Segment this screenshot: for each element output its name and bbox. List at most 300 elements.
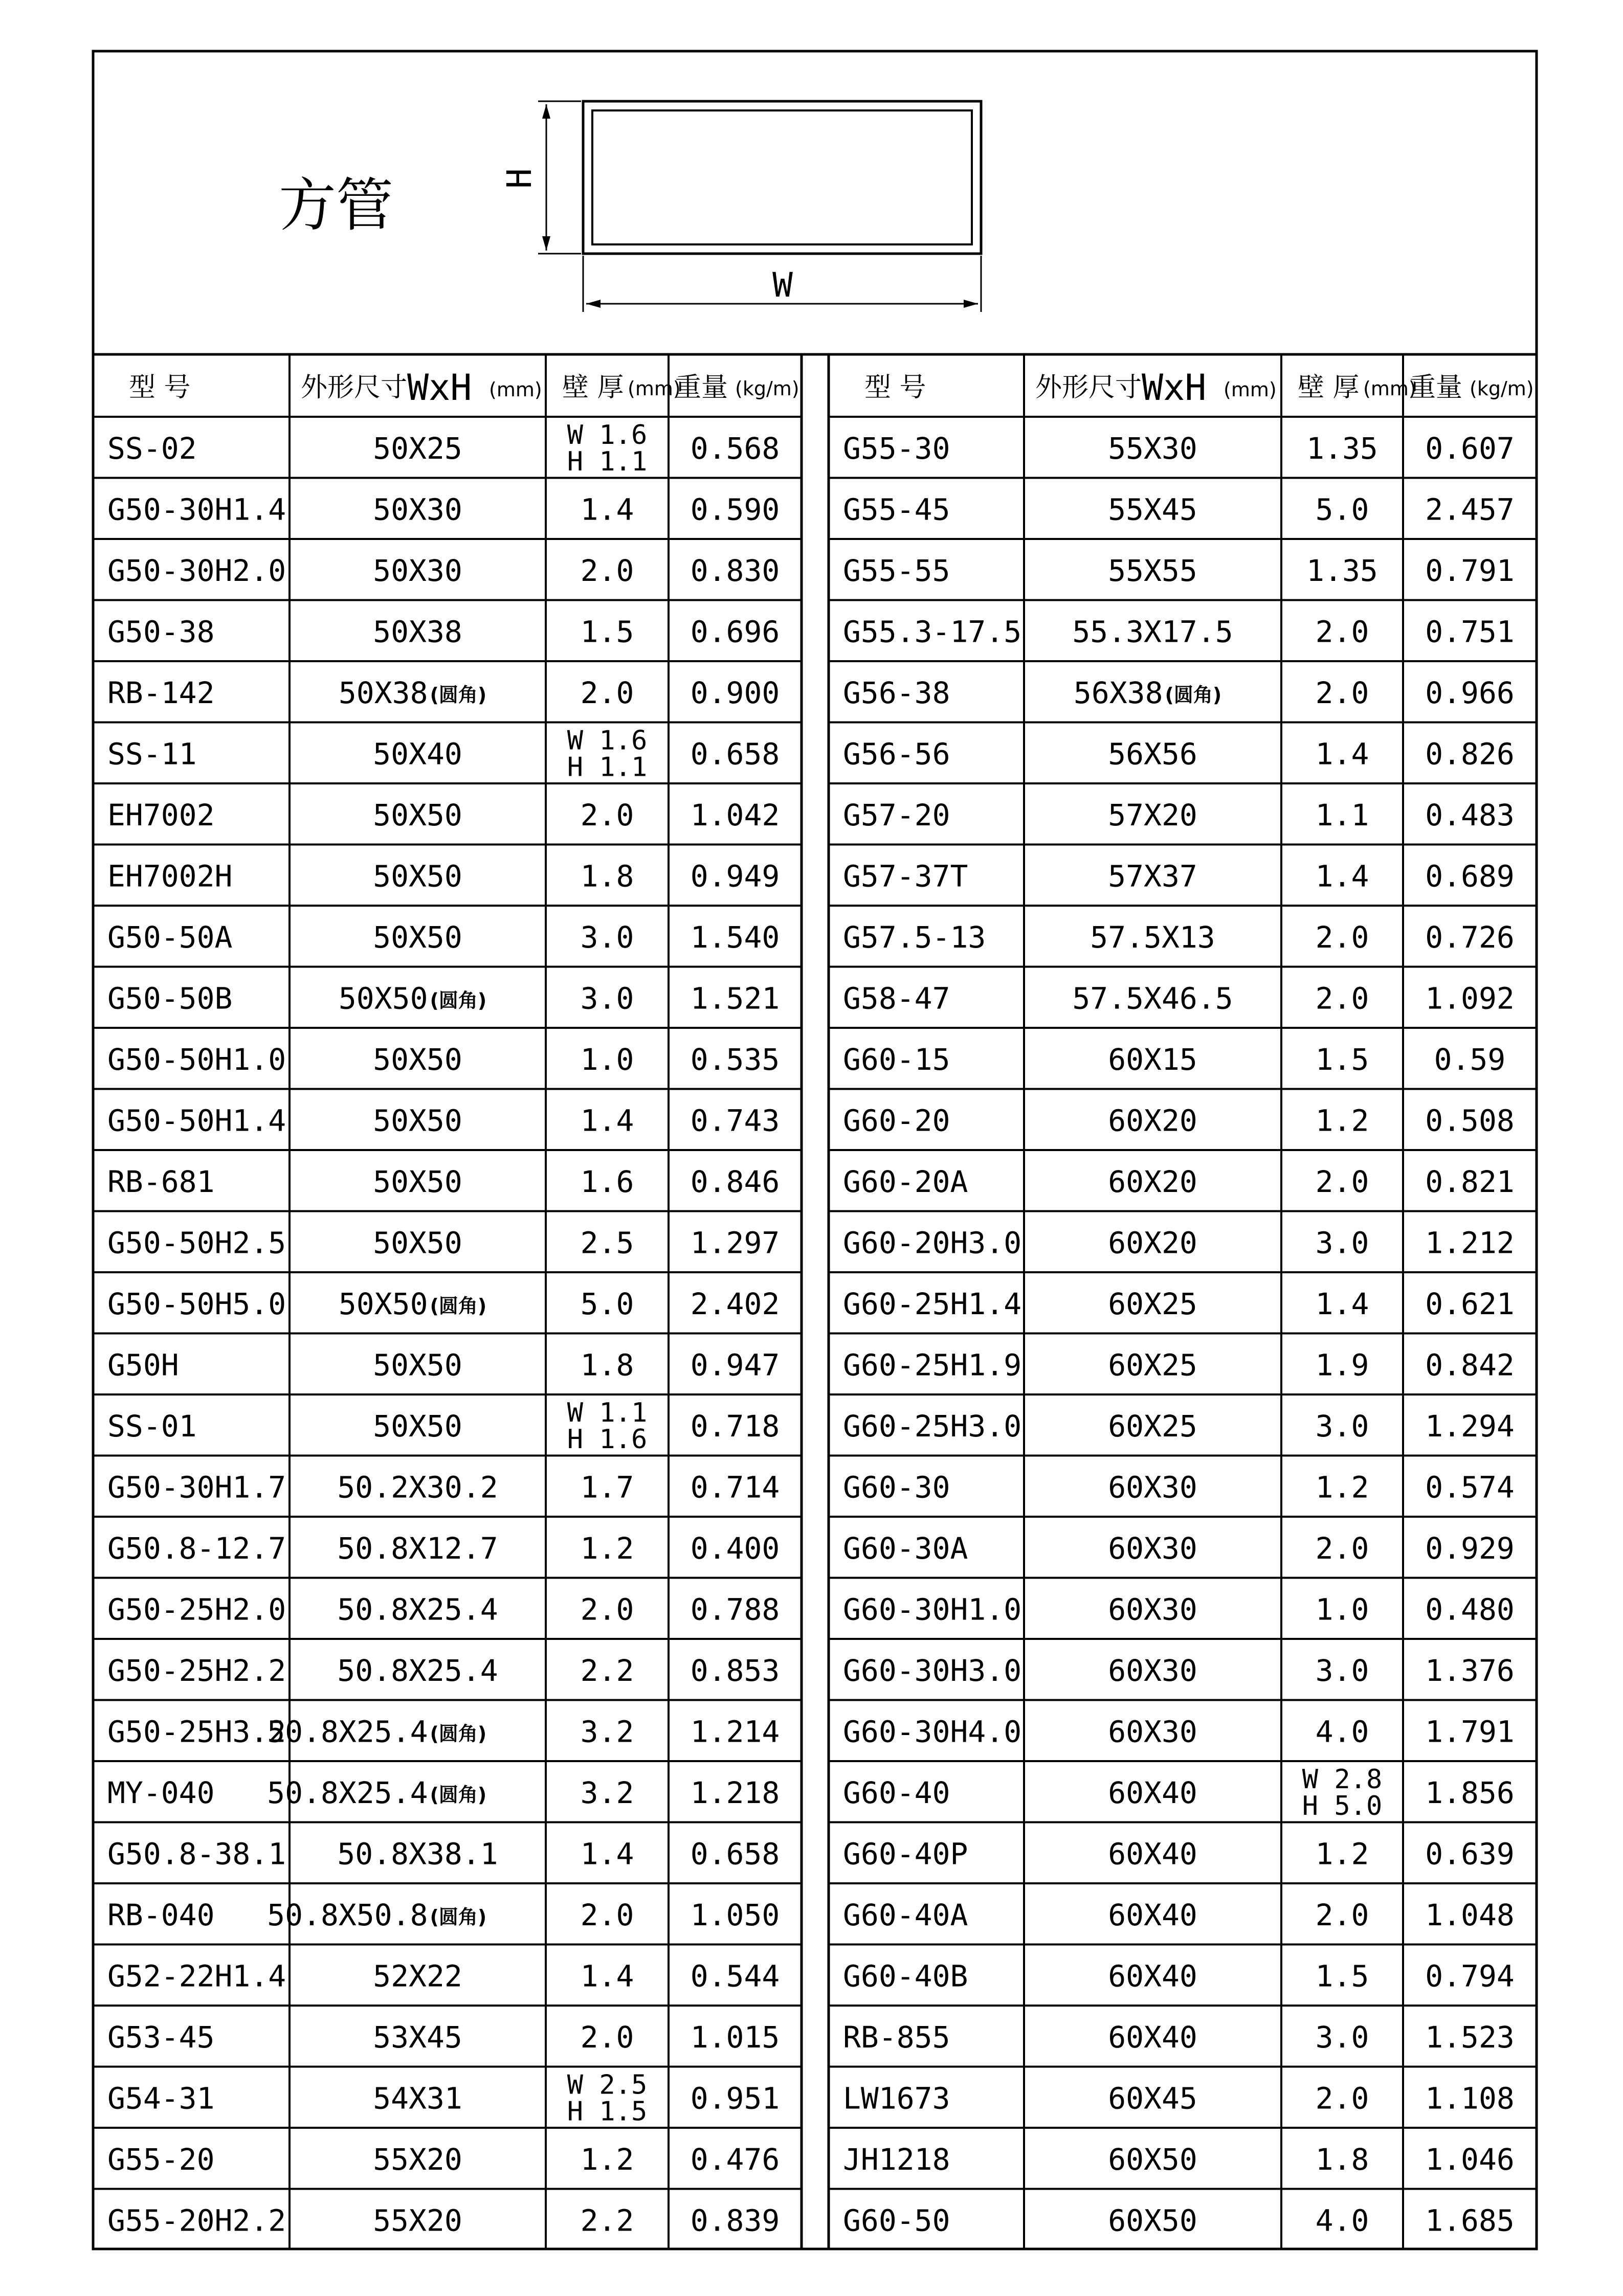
- table-row: [107, 1103, 780, 1138]
- weight-cell: 0.821: [1425, 1164, 1515, 1199]
- wall-cell: 4.0: [1315, 1714, 1369, 1749]
- weight-cell: 1.046: [1425, 2142, 1515, 2177]
- model-cell: G50-50B: [107, 981, 233, 1016]
- table-row: [107, 2020, 780, 2055]
- model-cell: RB-040: [107, 1897, 215, 1932]
- model-cell: G50-25H2.0: [107, 1592, 286, 1627]
- model-cell: G55-20: [107, 2142, 215, 2177]
- wall-cell: 1.8: [1315, 2142, 1369, 2177]
- size-cell: 60X30: [1108, 1530, 1197, 1566]
- wall-cell: 1.2: [1315, 1470, 1369, 1505]
- weight-cell: 0.480: [1425, 1592, 1515, 1627]
- model-cell: G58-47: [843, 981, 950, 1016]
- weight-cell: 0.826: [1425, 736, 1515, 772]
- size-cell: 60X30: [1108, 1714, 1197, 1749]
- model-cell: G50H: [107, 1347, 179, 1383]
- table-row: [843, 798, 1515, 832]
- table-row: [843, 2020, 1515, 2055]
- rounded-corner-note: (圆角): [430, 1722, 487, 1745]
- model-cell: G60-20H3.0: [843, 1225, 1022, 1260]
- weight-cell: 1.521: [690, 981, 780, 1016]
- column-header-model: 型 号: [864, 372, 926, 403]
- model-cell: SS-01: [107, 1408, 197, 1444]
- column-header-size-main: WxH: [1142, 367, 1207, 409]
- wall-w-cell: W 2.5: [567, 2069, 648, 2101]
- height-dimension-label: H: [500, 168, 540, 189]
- size-cell: 60X50: [1108, 2203, 1197, 2238]
- weight-cell: 1.376: [1425, 1653, 1515, 1688]
- wall-cell: 1.2: [1315, 1103, 1369, 1138]
- model-cell: G60-20A: [843, 1164, 968, 1199]
- wall-cell: 1.4: [1315, 1286, 1369, 1321]
- table-row: [107, 1531, 780, 1566]
- table-row: [843, 1409, 1515, 1444]
- model-cell: G55.3-17.5: [843, 614, 1022, 649]
- size-cell: 56X56: [1108, 736, 1197, 772]
- wall-cell: 3.0: [1315, 1408, 1369, 1444]
- weight-cell: 1.050: [690, 1897, 780, 1932]
- weight-cell: 0.639: [1425, 1836, 1515, 1872]
- size-cell: 60X25: [1108, 1408, 1197, 1444]
- tube-cross-section-diagram: [500, 101, 981, 312]
- weight-cell: 0.483: [1425, 797, 1515, 832]
- table-row: [107, 1287, 780, 1321]
- table-row: [843, 1225, 1515, 1260]
- rounded-corner-note: (圆角): [430, 1294, 487, 1317]
- table-row: [107, 1653, 780, 1688]
- wall-h-cell: H 1.5: [567, 2096, 648, 2127]
- table-row: [843, 1287, 1515, 1321]
- wall-cell: 1.0: [1315, 1592, 1369, 1627]
- model-cell: LW1673: [843, 2081, 950, 2116]
- table-row: [843, 981, 1515, 1016]
- weight-cell: 0.846: [690, 1164, 780, 1199]
- table-row: [843, 1959, 1515, 1993]
- model-cell: RB-142: [107, 675, 215, 710]
- model-cell: G50-30H1.4: [107, 492, 286, 527]
- weight-cell: 0.689: [1425, 859, 1515, 894]
- wall-cell: 2.0: [1315, 1530, 1369, 1566]
- table-row: [107, 1398, 780, 1455]
- model-cell: G50-50H5.0: [107, 1286, 286, 1321]
- model-cell: G50-30H2.0: [107, 553, 286, 588]
- column-header-model: 型 号: [129, 372, 191, 403]
- weight-cell: 2.457: [1425, 492, 1515, 527]
- weight-cell: 0.951: [690, 2081, 780, 2116]
- size-cell: 50X38: [373, 614, 462, 649]
- size-cell: 55X55: [1108, 553, 1197, 588]
- size-cell: 60X25: [1108, 1286, 1197, 1321]
- tube-outer-outline: [583, 101, 981, 254]
- weight-cell: 1.540: [690, 919, 780, 955]
- model-cell: G56-56: [843, 736, 950, 772]
- wall-cell: 1.7: [580, 1470, 634, 1505]
- size-cell: 54X31: [373, 2081, 462, 2116]
- wall-cell: 2.0: [1315, 981, 1369, 1016]
- rounded-corner-note: (圆角): [430, 1783, 487, 1806]
- model-cell: G60-20: [843, 1103, 950, 1138]
- model-cell: G60-30A: [843, 1530, 968, 1566]
- wall-h-cell: H 1.1: [567, 446, 648, 477]
- weight-cell: 1.791: [1425, 1714, 1515, 1749]
- column-header-size: 外形尺寸: [1035, 372, 1142, 403]
- tube-inner-outline: [592, 110, 972, 244]
- size-cell: 50.8X25.4: [337, 1592, 498, 1627]
- table-row: [107, 1898, 780, 1932]
- table-row: [843, 2203, 1515, 2238]
- weight-cell: 0.966: [1425, 675, 1515, 710]
- column-header-size-main: WxH: [407, 367, 472, 409]
- model-cell: G52-22H1.4: [107, 1959, 286, 1994]
- size-cell: 60X30: [1108, 1470, 1197, 1505]
- column-header-size-unit: (mm): [489, 378, 542, 401]
- left-table: [93, 354, 802, 2249]
- wall-w-cell: W 1.1: [567, 1397, 648, 1428]
- model-cell: G60-25H1.9: [843, 1347, 1022, 1383]
- weight-cell: 1.015: [690, 2019, 780, 2055]
- size-cell: 60X40: [1108, 1836, 1197, 1872]
- size-cell: 50X50: [373, 1347, 462, 1383]
- left-table-header: [129, 367, 799, 409]
- table-row: [107, 492, 780, 527]
- size-cell: 55X45: [1108, 492, 1197, 527]
- model-cell: G60-25H1.4: [843, 1286, 1022, 1321]
- size-cell: 50X40: [373, 736, 462, 772]
- size-cell: 50X50: [338, 1286, 428, 1321]
- weight-cell: 0.658: [690, 1836, 780, 1872]
- wall-cell: 2.0: [1315, 614, 1369, 649]
- table-row: [843, 1836, 1515, 1871]
- table-row: [107, 420, 780, 477]
- weight-cell: 1.048: [1425, 1897, 1515, 1932]
- size-cell: 55X30: [1108, 431, 1197, 466]
- weight-cell: 0.929: [1425, 1530, 1515, 1566]
- weight-cell: 0.788: [690, 1592, 780, 1627]
- size-cell: 50X50: [373, 1042, 462, 1077]
- wall-cell: 4.0: [1315, 2203, 1369, 2238]
- wall-cell: 1.35: [1306, 553, 1378, 588]
- page-title: 方管: [279, 172, 393, 239]
- model-cell: G50-25H2.2: [107, 1653, 286, 1688]
- model-cell: G57.5-13: [843, 919, 986, 955]
- size-cell: 50X50: [373, 1225, 462, 1260]
- wall-cell: 1.2: [580, 2142, 634, 2177]
- model-cell: G57-20: [843, 797, 950, 832]
- wall-cell: 1.2: [1315, 1836, 1369, 1872]
- model-cell: G60-30H4.0: [843, 1714, 1022, 1749]
- table-row: [107, 1347, 780, 1382]
- size-cell: 60X40: [1108, 1897, 1197, 1932]
- model-cell: G54-31: [107, 2081, 215, 2116]
- wall-cell: 5.0: [580, 1286, 634, 1321]
- wall-cell: 1.5: [1315, 1959, 1369, 1994]
- weight-cell: 0.621: [1425, 1286, 1515, 1321]
- model-cell: G60-40B: [843, 1959, 968, 1994]
- weight-cell: 2.402: [690, 1286, 780, 1321]
- table-row: [107, 1470, 780, 1504]
- table-row: [843, 1103, 1515, 1138]
- weight-cell: 1.214: [690, 1714, 780, 1749]
- table-row: [843, 736, 1515, 771]
- size-cell: 60X20: [1108, 1103, 1197, 1138]
- wall-w-cell: W 1.6: [567, 725, 648, 756]
- model-cell: G60-30: [843, 1470, 950, 1505]
- table-row: [107, 1042, 780, 1077]
- wall-cell: 1.35: [1306, 431, 1378, 466]
- size-cell: 57X20: [1108, 797, 1197, 832]
- table-row: [107, 2203, 780, 2238]
- wall-cell: 2.0: [1315, 675, 1369, 710]
- size-cell: 55X20: [373, 2142, 462, 2177]
- rounded-corner-note: (圆角): [430, 683, 487, 706]
- column-header-weight-unit: (kg/m): [735, 377, 799, 400]
- weight-cell: 1.685: [1425, 2203, 1515, 2238]
- model-cell: G50-25H3.2: [107, 1714, 286, 1749]
- wall-cell: 1.5: [1315, 1042, 1369, 1077]
- table-row: [843, 920, 1515, 955]
- size-cell: 53X45: [373, 2019, 462, 2055]
- size-cell: 50.2X30.2: [337, 1470, 498, 1505]
- model-cell: RB-681: [107, 1164, 215, 1199]
- weight-cell: 0.718: [690, 1408, 780, 1444]
- wall-cell: 3.0: [1315, 1225, 1369, 1260]
- wall-h-cell: H 1.1: [567, 752, 648, 783]
- table-row: [107, 676, 780, 710]
- weight-cell: 0.743: [690, 1103, 780, 1138]
- table-row: [843, 431, 1515, 466]
- table-row: [843, 614, 1515, 649]
- size-cell: 60X40: [1108, 1959, 1197, 1994]
- table-row: [843, 1898, 1515, 1932]
- weight-cell: 1.856: [1425, 1775, 1515, 1810]
- model-cell: G55-45: [843, 492, 950, 527]
- right-table-header: [864, 367, 1534, 409]
- table-row: [107, 1592, 780, 1627]
- model-cell: G60-30H1.0: [843, 1592, 1022, 1627]
- table-row: [107, 1959, 780, 1993]
- table-row: [107, 2142, 780, 2177]
- wall-cell: 2.2: [580, 1653, 634, 1688]
- size-cell: 60X20: [1108, 1225, 1197, 1260]
- rounded-corner-note: (圆角): [430, 1905, 487, 1928]
- wall-cell: 2.0: [1315, 1164, 1369, 1199]
- size-cell: 57.5X46.5: [1072, 981, 1233, 1016]
- table-row: [107, 920, 780, 955]
- wall-h-cell: H 5.0: [1302, 1790, 1383, 1821]
- size-cell: 60X40: [1108, 1775, 1197, 1810]
- size-cell: 50X50: [338, 981, 428, 1016]
- model-cell: G60-40A: [843, 1897, 968, 1932]
- model-cell: G55-30: [843, 431, 950, 466]
- wall-cell: 3.0: [1315, 1653, 1369, 1688]
- weight-cell: 0.853: [690, 1653, 780, 1688]
- size-cell: 60X30: [1108, 1592, 1197, 1627]
- wall-cell: 1.4: [580, 492, 634, 527]
- wall-cell: 1.4: [580, 1103, 634, 1138]
- model-cell: G50-38: [107, 614, 215, 649]
- rounded-corner-note: (圆角): [1165, 683, 1222, 706]
- column-header-weight-unit: (kg/m): [1470, 377, 1534, 400]
- table-row: [107, 553, 780, 588]
- table-row: [843, 2081, 1515, 2115]
- size-cell: 50X30: [373, 553, 462, 588]
- weight-cell: 0.842: [1425, 1347, 1515, 1383]
- weight-cell: 0.658: [690, 736, 780, 772]
- model-cell: G50-50A: [107, 919, 233, 955]
- wall-cell: 1.1: [1315, 797, 1369, 832]
- weight-cell: 0.508: [1425, 1103, 1515, 1138]
- wall-cell: 2.0: [580, 553, 634, 588]
- size-cell: 50.8X25.4: [267, 1714, 428, 1749]
- wall-cell: 3.0: [1315, 2019, 1369, 2055]
- model-cell: SS-02: [107, 431, 197, 466]
- weight-cell: 0.751: [1425, 614, 1515, 649]
- model-cell: G50-30H1.7: [107, 1470, 286, 1505]
- weight-cell: 0.726: [1425, 919, 1515, 955]
- model-cell: G60-40P: [843, 1836, 968, 1872]
- model-cell: SS-11: [107, 736, 197, 772]
- wall-cell: 1.8: [580, 1347, 634, 1383]
- column-header-wall-unit: (mm): [628, 377, 681, 400]
- weight-cell: 0.568: [690, 431, 780, 466]
- wall-cell: 1.5: [580, 614, 634, 649]
- wall-cell: 2.2: [580, 2203, 634, 2238]
- weight-cell: 0.476: [690, 2142, 780, 2177]
- size-cell: 60X30: [1108, 1653, 1197, 1688]
- wall-cell: 3.0: [580, 981, 634, 1016]
- size-cell: 50X38: [338, 675, 428, 710]
- model-cell: G60-30H3.0: [843, 1653, 1022, 1688]
- table-row: [107, 981, 780, 1016]
- model-cell: G50.8-12.7: [107, 1530, 286, 1566]
- model-cell: G50.8-38.1: [107, 1836, 286, 1872]
- weight-cell: 0.949: [690, 859, 780, 894]
- table-row: [843, 2142, 1515, 2177]
- size-cell: 55.3X17.5: [1072, 614, 1233, 649]
- model-cell: G50-50H2.5: [107, 1225, 286, 1260]
- size-cell: 50.8X12.7: [337, 1530, 498, 1566]
- wall-cell: 1.0: [580, 1042, 634, 1077]
- size-cell: 60X50: [1108, 2142, 1197, 2177]
- wall-cell: 1.4: [1315, 736, 1369, 772]
- model-cell: G57-37T: [843, 859, 968, 894]
- wall-cell: 3.0: [580, 919, 634, 955]
- wall-cell: 3.2: [580, 1775, 634, 1810]
- size-cell: 60X25: [1108, 1347, 1197, 1383]
- column-header-weight: 重量: [1409, 372, 1463, 403]
- wall-cell: 1.8: [580, 859, 634, 894]
- wall-cell: 1.4: [1315, 859, 1369, 894]
- wall-cell: 5.0: [1315, 492, 1369, 527]
- wall-w-cell: W 2.8: [1302, 1764, 1383, 1795]
- wall-cell: 3.2: [580, 1714, 634, 1749]
- model-cell: EH7002H: [107, 859, 233, 894]
- table-row: [843, 1531, 1515, 1566]
- size-cell: 60X15: [1108, 1042, 1197, 1077]
- wall-cell: 1.6: [580, 1164, 634, 1199]
- size-cell: 50X50: [373, 1103, 462, 1138]
- size-cell: 50X30: [373, 492, 462, 527]
- table-row: [107, 725, 780, 782]
- size-cell: 60X40: [1108, 2019, 1197, 2055]
- weight-cell: 0.947: [690, 1347, 780, 1383]
- wall-cell: 2.5: [580, 1225, 634, 1260]
- size-cell: 60X20: [1108, 1164, 1197, 1199]
- model-cell: G60-25H3.0: [843, 1408, 1022, 1444]
- weight-cell: 1.212: [1425, 1225, 1515, 1260]
- table-row: [843, 1470, 1515, 1504]
- wall-cell: 2.0: [1315, 2081, 1369, 2116]
- weight-cell: 0.794: [1425, 1959, 1515, 1994]
- model-cell: MY-040: [107, 1775, 215, 1810]
- size-cell: 50X50: [373, 919, 462, 955]
- model-cell: G50-50H1.4: [107, 1103, 286, 1138]
- wall-cell: 2.0: [580, 1897, 634, 1932]
- weight-cell: 1.218: [690, 1775, 780, 1810]
- weight-cell: 0.900: [690, 675, 780, 710]
- model-cell: G55-55: [843, 553, 950, 588]
- weight-cell: 0.544: [690, 1959, 780, 1994]
- wall-cell: 2.0: [580, 675, 634, 710]
- rounded-corner-note: (圆角): [430, 989, 487, 1012]
- size-cell: 50X50: [373, 797, 462, 832]
- width-dimension-label: W: [772, 265, 793, 305]
- table-row: [843, 1764, 1515, 1821]
- table-row: [843, 1714, 1515, 1749]
- column-header-size: 外形尺寸: [301, 372, 408, 403]
- table-row: [107, 859, 780, 893]
- right-table: [829, 354, 1537, 2249]
- wall-cell: 1.4: [580, 1836, 634, 1872]
- model-cell: G60-40: [843, 1775, 950, 1810]
- weight-cell: 0.839: [690, 2203, 780, 2238]
- weight-cell: 0.714: [690, 1470, 780, 1505]
- wall-h-cell: H 1.6: [567, 1424, 648, 1455]
- column-header-wall: 壁 厚: [562, 372, 624, 403]
- size-cell: 50X25: [373, 431, 462, 466]
- column-header-wall: 壁 厚: [1298, 372, 1360, 403]
- wall-cell: 2.0: [580, 1592, 634, 1627]
- model-cell: G56-38: [843, 675, 950, 710]
- table-row: [107, 1225, 780, 1260]
- column-header-wall-unit: (mm): [1363, 377, 1416, 400]
- spec-tables: [93, 354, 1537, 2249]
- size-cell: 50.8X50.8: [267, 1897, 428, 1932]
- table-row: [107, 1714, 780, 1749]
- wall-cell: 1.2: [580, 1530, 634, 1566]
- size-cell: 60X45: [1108, 2081, 1197, 2116]
- weight-cell: 0.607: [1425, 431, 1515, 466]
- size-cell: 50X50: [373, 1164, 462, 1199]
- weight-cell: 1.297: [690, 1225, 780, 1260]
- weight-cell: 0.574: [1425, 1470, 1515, 1505]
- model-cell: JH1218: [843, 2142, 950, 2177]
- size-cell: 50X50: [373, 859, 462, 894]
- column-header-size-unit: (mm): [1224, 378, 1277, 401]
- weight-cell: 1.092: [1425, 981, 1515, 1016]
- table-row: [843, 1164, 1515, 1199]
- model-cell: G50-50H1.0: [107, 1042, 286, 1077]
- table-row: [107, 1836, 780, 1871]
- table-row: [843, 1042, 1505, 1077]
- model-cell: G60-50: [843, 2203, 950, 2238]
- size-cell: 50.8X38.1: [337, 1836, 498, 1872]
- weight-cell: 0.400: [690, 1530, 780, 1566]
- size-cell: 55X20: [373, 2203, 462, 2238]
- model-cell: EH7002: [107, 797, 215, 832]
- table-row: [843, 1653, 1515, 1688]
- wall-cell: 1.4: [580, 1959, 634, 1994]
